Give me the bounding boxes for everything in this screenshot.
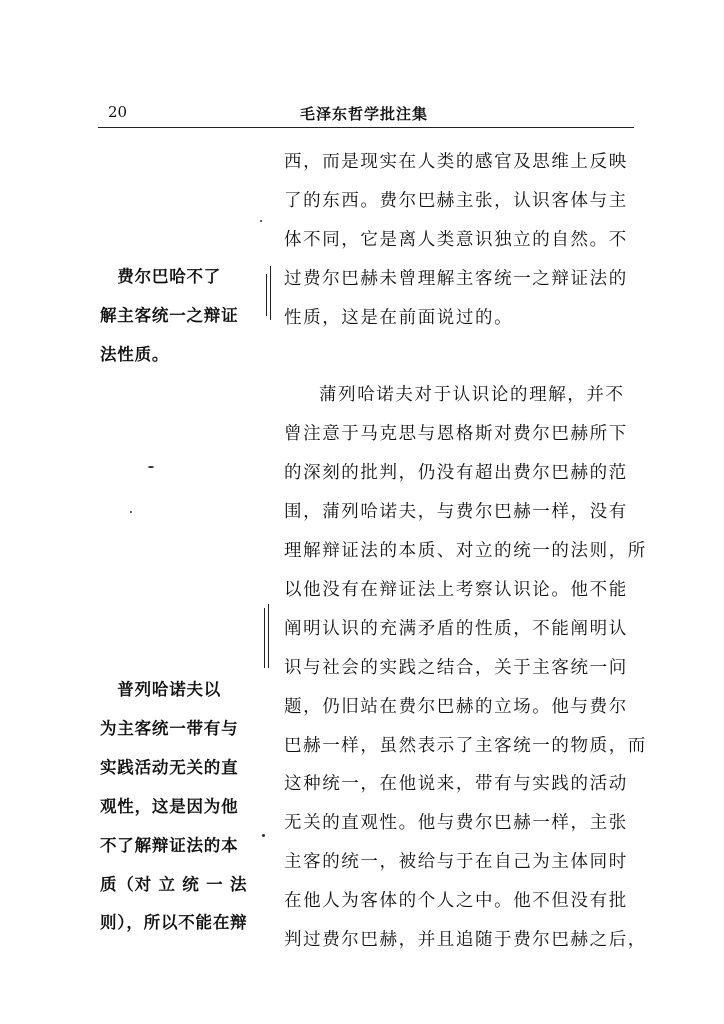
note-line: 质（对 立 统 一 法 — [100, 874, 248, 894]
note-line: 费尔巴哈不了 — [100, 267, 222, 286]
margin-side-mark — [266, 274, 267, 316]
ink-speck — [130, 511, 132, 513]
margin-note-plekhanov — [100, 671, 250, 943]
text-line: 了的东西。费尔巴赫主张，认识客体与主 — [284, 190, 628, 211]
text-line: 体不同，它是离人类意识独立的自然。不 — [284, 229, 628, 250]
text-line: 过费尔巴赫未曾理解主客统一之辩证法的 — [284, 268, 628, 289]
note-line: 实践活动无关的直 — [100, 757, 239, 777]
note-line: 法性质。 — [100, 344, 170, 364]
header-rule — [98, 127, 634, 128]
running-head: 毛泽东哲学批注集 — [300, 105, 429, 123]
text-line: 巴赫一样，虽然表示了主客统一的物质，而 — [284, 735, 647, 756]
text-line: 主客的统一，被给与于在自己为主体同时 — [284, 852, 628, 873]
paragraph-break — [284, 338, 634, 377]
note-line: 不了解辩证法的本 — [100, 835, 239, 855]
margin-side-mark — [268, 604, 269, 668]
note-line: 则），所以不能在辩 — [100, 913, 248, 933]
note-line: 为主客统一带有与 — [100, 718, 239, 738]
margin-note-feuerbach — [100, 258, 250, 375]
margin-side-mark — [264, 608, 265, 668]
text-line: 题，仍旧站在费尔巴赫的立场。他与费尔 — [284, 696, 628, 717]
ink-speck — [262, 834, 265, 837]
text-line: 的深刻的批判，仍没有超出费尔巴赫的范 — [284, 463, 628, 484]
text-line: 西，而是现实在人类的感官及思维上反映 — [284, 152, 628, 172]
text-line: 以他没有在辩证法上考察认识论。他不能 — [284, 579, 628, 600]
text-line: 围，蒲列哈诺夫，与费尔巴赫一样，没有 — [284, 502, 628, 523]
text-line: 蒲列哈诺夫对于认识论的理解，并不 — [319, 385, 625, 406]
note-line: 观性，这是因为他 — [100, 796, 239, 816]
text-line: 理解辩证法的本质、对立的统一的法则，所 — [284, 541, 647, 562]
ink-speck — [260, 220, 262, 222]
text-line: 性质，这是在前面说过的。 — [284, 307, 514, 328]
page-number: 20 — [108, 103, 128, 121]
margin-side-mark — [270, 266, 271, 320]
note-line: 解主客统一之辩证 — [100, 305, 239, 325]
text-line: 曾注意于马克思与恩格斯对费尔巴赫所下 — [284, 424, 628, 445]
text-line: 在他人为客体的个人之中。他不但没有批 — [284, 891, 628, 912]
text-line: 识与社会的实践之结合，关于主客统一问 — [284, 657, 628, 678]
text-line: 阐明认识的充满矛盾的性质，不能阐明认 — [284, 618, 628, 639]
text-line: 判过费尔巴赫，并且追随于费尔巴赫之后， — [284, 930, 647, 951]
text-line: 无关的直观性。他与费尔巴赫一样，主张 — [284, 813, 628, 834]
main-text — [284, 143, 647, 960]
text-line: 这种统一，在他说来，带有与实践的活动 — [284, 774, 628, 795]
ink-speck — [148, 466, 154, 468]
note-line: 普列哈诺夫以 — [100, 680, 222, 699]
